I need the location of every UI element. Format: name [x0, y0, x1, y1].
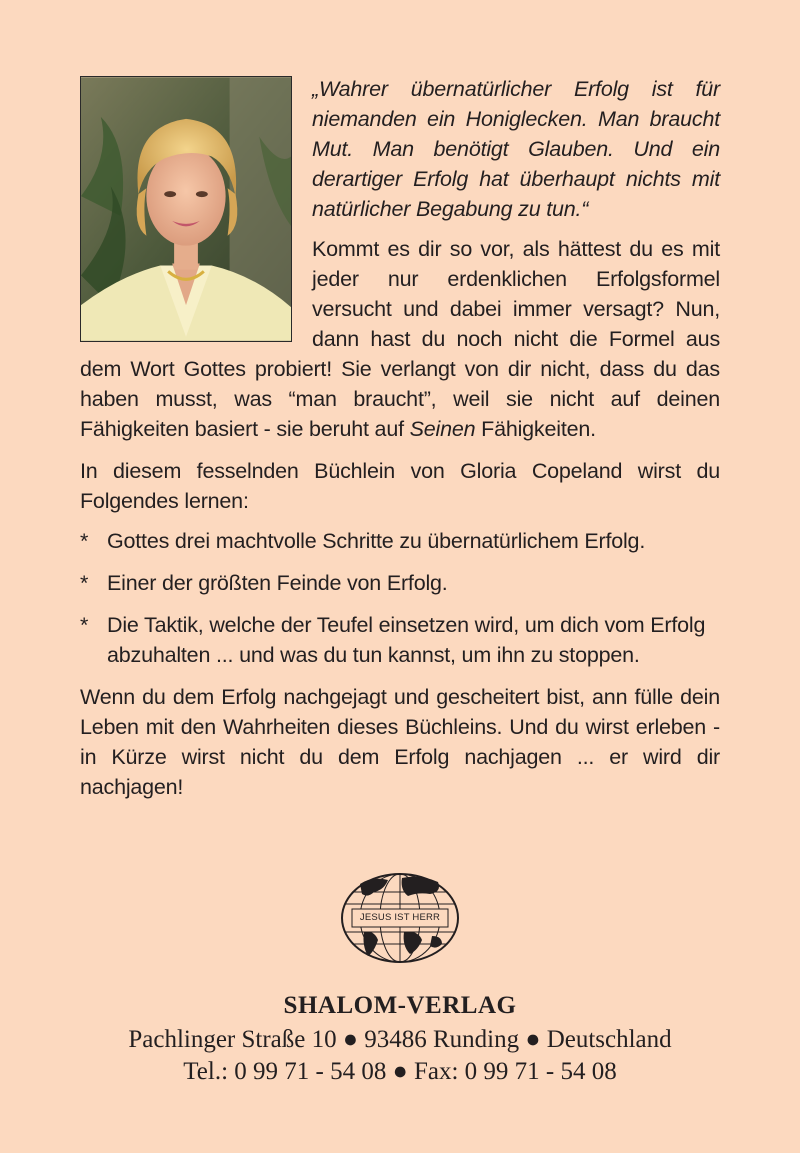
list-item	[80, 610, 720, 670]
publisher-name: SHALOM-VERLAG	[283, 992, 517, 1019]
bullet-marker: *	[80, 529, 89, 553]
bullet-marker: *	[80, 613, 89, 637]
logo-text: JESUS IST HERR	[359, 912, 441, 923]
quote-text: „Wahrer übernatürlicher Erfolg ist für niemanden ein Honiglecken. Man braucht Mut. Man benötigt Glauben. Und ein derartiger Erfolg hat überhaupt nichts mit natürlicher Begabung zu tun.“	[312, 77, 720, 221]
list-item	[80, 526, 720, 556]
publisher-address: Pachlinger Straße 10 ● 93486 Runding ● Deutschland	[128, 1026, 672, 1053]
intro-text-after: Fähigkeiten.	[475, 417, 596, 441]
intro-emphasis: Seinen	[409, 417, 476, 441]
list-item-text: Die Taktik, welche der Teufel einsetzen wird, um dich vom Erfolg abzuhalten ... und was du tun kannst, um ihn zu stoppen.	[107, 613, 706, 667]
globe-logo-icon	[338, 870, 462, 966]
list-item-text: Gottes drei machtvolle Schritte zu übernatürlichem Erfolg.	[107, 529, 646, 553]
publisher-phone: Tel.: 0 99 71 - 54 08 ● Fax: 0 99 71 - 54 08	[183, 1058, 617, 1085]
intro-text-before: Kommt es dir so vor, als hättest du es mit jeder nur erdenklichen Erfolgsformel versucht und dabei immer versagt? Nun, dann hast du noch nicht die Formel aus dem Wort Gottes probiert! Sie verlangt von dir nicht, dass du das haben musst, was “man braucht”, weil sie nicht auf deinen Fähigkeiten basiert - sie beruht auf	[80, 237, 720, 441]
bullet-list	[80, 526, 720, 670]
bullet-marker: *	[80, 571, 89, 595]
lead-paragraph: In diesem fesselnden Büchlein von Gloria Copeland wirst du Folgendes lernen:	[80, 459, 720, 513]
list-item-text: Einer der größten Feinde von Erfolg.	[107, 571, 448, 595]
back-cover-text	[80, 74, 720, 802]
list-item	[80, 568, 720, 598]
closing-paragraph: Wenn du dem Erfolg nachgejagt und gescheitert bist, ann fülle dein Leben mit den Wahrheiten dieses Büchleins. Und du wirst erleben - in Kürze wirst nicht du dem Erfolg nachjagen ... er wird dir nachjagen!	[80, 685, 720, 799]
author-portrait	[80, 76, 292, 342]
